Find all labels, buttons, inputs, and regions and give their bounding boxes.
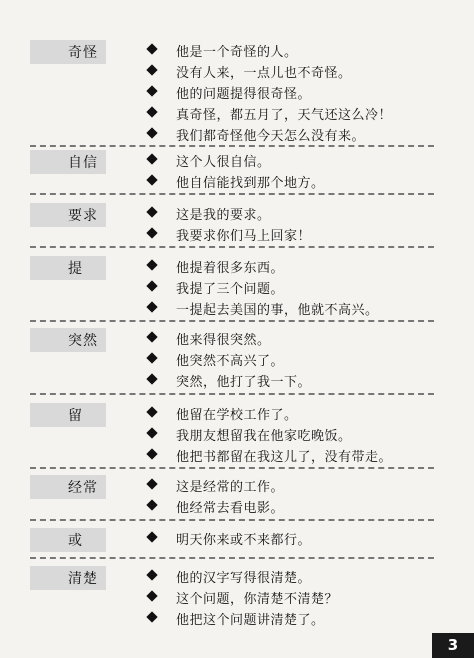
term-label: 突然 (68, 333, 98, 349)
diamond-bullet-icon (146, 153, 157, 164)
diamond-bullet-icon (146, 611, 157, 622)
term-box (30, 403, 106, 427)
dashed-divider (30, 393, 434, 395)
term-label: 经常 (68, 480, 98, 496)
diamond-bullet-icon (146, 106, 157, 117)
diamond-bullet-icon (146, 499, 157, 510)
diamond-bullet-icon (146, 206, 157, 217)
diamond-bullet-icon (146, 301, 157, 312)
diamond-bullet-icon (146, 43, 157, 54)
dashed-divider (30, 145, 434, 147)
diamond-bullet-icon (146, 127, 157, 138)
diamond-bullet-icon (146, 569, 157, 580)
diamond-bullet-icon (146, 448, 157, 459)
term-label: 清楚 (68, 571, 98, 587)
diamond-bullet-icon (146, 406, 157, 417)
diamond-bullet-icon (146, 478, 157, 489)
term-box (30, 256, 106, 280)
diamond-bullet-icon (146, 373, 157, 384)
term-label: 奇怪 (68, 45, 98, 61)
diamond-bullet-icon (146, 259, 157, 270)
term-box (30, 328, 106, 352)
diamond-bullet-icon (146, 64, 157, 75)
diamond-bullet-icon (146, 331, 157, 342)
term-label: 留 (68, 408, 83, 424)
term-label: 提 (68, 261, 83, 277)
term-box (30, 203, 106, 227)
term-label: 要求 (68, 208, 98, 224)
dashed-divider (30, 193, 434, 195)
dashed-divider (30, 320, 434, 322)
term-box (30, 40, 106, 64)
diamond-bullet-icon (146, 590, 157, 601)
diamond-bullet-icon (146, 427, 157, 438)
term-label: 自信 (68, 155, 98, 171)
dashed-divider (30, 246, 434, 248)
term-label: 或 (68, 533, 83, 549)
diamond-bullet-icon (146, 280, 157, 291)
dashed-divider (30, 467, 434, 469)
dashed-divider (30, 557, 434, 559)
dashed-divider (30, 519, 434, 521)
term-box (30, 528, 106, 552)
diamond-bullet-icon (146, 174, 157, 185)
term-box (30, 475, 106, 499)
diamond-bullet-icon (146, 85, 157, 96)
term-box (30, 566, 106, 590)
diamond-bullet-icon (146, 227, 157, 238)
page-number: 3 (432, 633, 474, 658)
diamond-bullet-icon (146, 352, 157, 363)
term-box (30, 150, 106, 174)
diamond-bullet-icon (146, 531, 157, 542)
